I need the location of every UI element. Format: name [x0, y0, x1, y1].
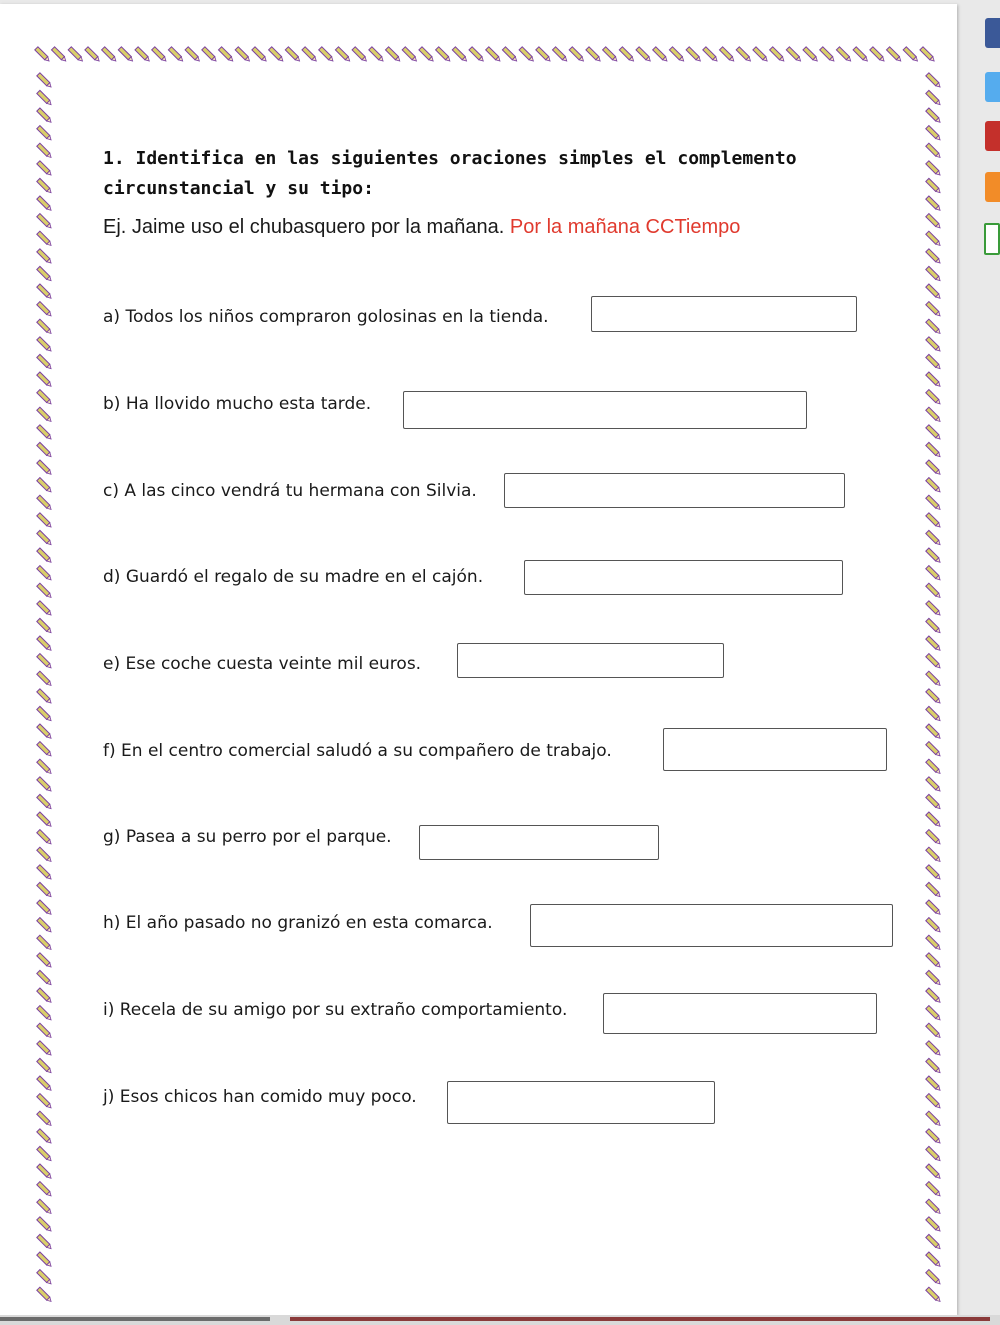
pencil-icon [486, 47, 502, 63]
pencil-icon [37, 794, 53, 810]
pencil-icon [37, 425, 53, 441]
pencil-icon [37, 1199, 53, 1215]
pencil-icon [926, 1094, 942, 1110]
pencil-icon [37, 266, 53, 282]
pencil-icon [37, 1270, 53, 1286]
pencil-icon [352, 47, 368, 63]
pencil-icon [37, 460, 53, 476]
pinterest-share-icon[interactable] [985, 121, 1000, 151]
pencil-icon [926, 442, 942, 458]
pencil-icon [636, 47, 652, 63]
answer-input-i[interactable] [603, 993, 877, 1034]
pencil-icon [452, 47, 468, 63]
pencil-icon [37, 1164, 53, 1180]
pencil-icon [926, 249, 942, 265]
pencil-icon [836, 47, 852, 63]
pencil-icon [926, 1182, 942, 1198]
pencil-icon [926, 1058, 942, 1074]
answer-input-j[interactable] [447, 1081, 715, 1124]
pencil-icon [37, 970, 53, 986]
pencil-icon [926, 1287, 942, 1303]
pencil-icon [926, 513, 942, 529]
pencil-icon [37, 654, 53, 670]
pencil-icon [37, 548, 53, 564]
pencil-icon [926, 706, 942, 722]
pencil-icon [926, 161, 942, 177]
pencil-icon [37, 1252, 53, 1268]
sentence-d: d) Guardó el regalo de su madre en el cajón. [103, 567, 484, 587]
pencil-icon [37, 724, 53, 740]
sentence-h: h) El año pasado no granizó en esta comarca. [103, 913, 493, 933]
pencil-icon [37, 249, 53, 265]
pencil-icon [37, 161, 53, 177]
pencil-icon [926, 654, 942, 670]
pencil-icon [926, 865, 942, 881]
sentence-g: g) Pasea a su perro por el parque. [103, 827, 392, 847]
pencil-icon [926, 425, 942, 441]
pencil-icon [719, 47, 735, 63]
pencil-icon [235, 47, 251, 63]
twitter-share-icon[interactable] [985, 72, 1000, 102]
pencil-icon [335, 47, 351, 63]
pencil-icon [37, 530, 53, 546]
pencil-icon [319, 47, 335, 63]
answer-input-f[interactable] [663, 728, 887, 771]
pencil-icon [37, 302, 53, 318]
pencil-icon [37, 566, 53, 582]
sentence-a: a) Todos los niños compraron golosinas en la tienda. [103, 307, 549, 327]
pencil-icon [37, 918, 53, 934]
pencil-icon [926, 407, 942, 423]
pencil-icon [926, 372, 942, 388]
pencil-icon [37, 1217, 53, 1233]
pencil-icon [118, 47, 134, 63]
pencil-icon [926, 1129, 942, 1145]
pencil-icon [51, 47, 67, 63]
pencil-icon [519, 47, 535, 63]
scrollbar-strip [0, 1315, 1000, 1325]
pencil-icon [569, 47, 585, 63]
pencil-icon [926, 935, 942, 951]
pencil-icon [619, 47, 635, 63]
pencil-icon [37, 390, 53, 406]
pencil-icon [37, 900, 53, 916]
pencil-icon [926, 671, 942, 687]
pencil-icon [37, 759, 53, 775]
pencil-icon [669, 47, 685, 63]
pencil-icon [37, 1058, 53, 1074]
example-answer: Por la mañana CCTiempo [509, 216, 741, 238]
pencil-icon [603, 47, 619, 63]
pencil-icon [37, 1094, 53, 1110]
answer-input-g[interactable] [419, 825, 659, 860]
pencil-icon [926, 918, 942, 934]
pencil-icon [926, 636, 942, 652]
pencil-icon [926, 266, 942, 282]
pencil-icon [37, 90, 53, 106]
pencil-icon [37, 407, 53, 423]
pencil-icon [37, 865, 53, 881]
example-text: Ej. Jaime uso el chubasquero por la mañana. [103, 216, 505, 238]
pencil-icon [37, 935, 53, 951]
pencil-icon [926, 1199, 942, 1215]
pencil-icon [37, 583, 53, 599]
pencil-icon [37, 1006, 53, 1022]
pencil-icon [853, 47, 869, 63]
answer-input-d[interactable] [524, 560, 843, 595]
pencil-icon [926, 1146, 942, 1162]
pencil-icon [926, 1041, 942, 1057]
pencil-icon [419, 47, 435, 63]
pencil-icon [753, 47, 769, 63]
pencil-icon [926, 777, 942, 793]
pencil-icon [218, 47, 234, 63]
pencil-icon [926, 178, 942, 194]
example-sentence [103, 216, 740, 239]
sentence-j: j) Esos chicos han comido muy poco. [103, 1087, 417, 1107]
pencil-icon [37, 742, 53, 758]
pencil-icon [37, 143, 53, 159]
pencil-icon [926, 812, 942, 828]
answer-input-b[interactable] [403, 391, 807, 429]
pencil-icon [736, 47, 752, 63]
pencil-icon [37, 108, 53, 124]
pencil-icon [870, 47, 886, 63]
google-classroom-icon[interactable] [984, 223, 1000, 255]
pencil-icon [37, 671, 53, 687]
pencil-icon [37, 847, 53, 863]
pencil-icon [820, 47, 836, 63]
pencil-icon [37, 214, 53, 230]
pencil-icon [926, 495, 942, 511]
pencil-icon [37, 73, 53, 89]
sentence-f: f) En el centro comercial saludó a su compañero de trabajo. [103, 741, 612, 761]
pencil-icon [926, 214, 942, 230]
pencil-icon [37, 231, 53, 247]
pencil-icon [37, 495, 53, 511]
pencil-icon [926, 1076, 942, 1092]
pencil-icon [926, 583, 942, 599]
pencil-icon [586, 47, 602, 63]
pencil-icon [68, 47, 84, 63]
pencil-icon [926, 882, 942, 898]
pencil-icon [926, 900, 942, 916]
pencil-icon [926, 108, 942, 124]
pencil-icon [886, 47, 902, 63]
pencil-icon [926, 794, 942, 810]
pencil-icon [252, 47, 268, 63]
answer-input-a[interactable] [591, 296, 857, 332]
pencil-icon [402, 47, 418, 63]
pencil-icon [926, 759, 942, 775]
pencil-icon [926, 354, 942, 370]
pencil-icon [135, 47, 151, 63]
pencil-icon [37, 1076, 53, 1092]
pencil-icon [926, 478, 942, 494]
pencil-icon [926, 988, 942, 1004]
pencil-icon [37, 777, 53, 793]
exercise-heading: 1. Identifica en las siguientes oraciones simples el complemento circunstancial y su tipo: [103, 148, 797, 199]
answer-input-e[interactable] [457, 643, 724, 678]
pencil-icon [926, 73, 942, 89]
pencil-icon [926, 284, 942, 300]
pencil-icon [185, 47, 201, 63]
answer-input-c[interactable] [504, 473, 845, 508]
pencil-icon [926, 1270, 942, 1286]
sentence-b: b) Ha llovido mucho esta tarde. [103, 394, 372, 414]
pencil-icon [37, 513, 53, 529]
pencil-icon [37, 636, 53, 652]
pencil-icon [285, 47, 301, 63]
pencil-icon [436, 47, 452, 63]
pencil-icon [37, 882, 53, 898]
pencil-icon [770, 47, 786, 63]
pencil-icon [35, 47, 51, 63]
pencil-icon [469, 47, 485, 63]
pencil-icon [803, 47, 819, 63]
pencil-icon [686, 47, 702, 63]
pencil-icon [926, 847, 942, 863]
pencil-icon [37, 988, 53, 1004]
pencil-icon [926, 143, 942, 159]
pencil-icon [37, 126, 53, 142]
pencil-icon [202, 47, 218, 63]
pencil-icon [37, 178, 53, 194]
pencil-icon [926, 724, 942, 740]
pencil-icon [37, 1111, 53, 1127]
pencil-icon [926, 601, 942, 617]
answer-input-h[interactable] [530, 904, 893, 947]
pencil-icon [37, 354, 53, 370]
pencil-icon [269, 47, 285, 63]
pencil-icon [102, 47, 118, 63]
pencil-icon [37, 1234, 53, 1250]
pencil-icon [926, 1252, 942, 1268]
pencil-icon [926, 319, 942, 335]
classroom-share-icon[interactable] [985, 172, 1000, 202]
pencil-icon [926, 126, 942, 142]
pencil-icon [536, 47, 552, 63]
pencil-icon [926, 1234, 942, 1250]
pencil-icon [37, 196, 53, 212]
sentence-c: c) A las cinco vendrá tu hermana con Silvia. [103, 481, 477, 501]
pencil-icon [385, 47, 401, 63]
pencil-icon [369, 47, 385, 63]
share-sidebar [957, 0, 1000, 1325]
pencil-icon [926, 1006, 942, 1022]
pencil-icon [926, 1023, 942, 1039]
pencil-icon [37, 1129, 53, 1145]
pencil-icon [37, 812, 53, 828]
pencil-icon [926, 460, 942, 476]
facebook-share-icon[interactable] [985, 18, 1000, 48]
pencil-icon [37, 830, 53, 846]
pencil-icon [37, 478, 53, 494]
pencil-icon [552, 47, 568, 63]
pencil-icon [152, 47, 168, 63]
pencil-icon [926, 830, 942, 846]
pencil-icon [37, 1041, 53, 1057]
pencil-icon [926, 302, 942, 318]
worksheet-page [0, 4, 957, 1315]
pencil-icon [37, 689, 53, 705]
pencil-icon [926, 337, 942, 353]
pencil-icon [37, 1287, 53, 1303]
pencil-icon [926, 689, 942, 705]
pencil-icon [926, 1164, 942, 1180]
pencil-icon [653, 47, 669, 63]
pencil-icon [37, 1146, 53, 1162]
pencil-icon [37, 1182, 53, 1198]
pencil-icon [502, 47, 518, 63]
pencil-icon [37, 706, 53, 722]
pencil-icon [37, 601, 53, 617]
pencil-icon [37, 319, 53, 335]
pencil-icon [37, 284, 53, 300]
pencil-icon [926, 1111, 942, 1127]
pencil-icon [302, 47, 318, 63]
pencil-icon [37, 953, 53, 969]
pencil-icon [920, 47, 936, 63]
sentence-i: i) Recela de su amigo por su extraño comportamiento. [103, 1000, 568, 1020]
pencil-icon [926, 90, 942, 106]
pencil-icon [85, 47, 101, 63]
pencil-icon [37, 1023, 53, 1039]
pencil-icon [926, 970, 942, 986]
pencil-icon [926, 548, 942, 564]
pencil-icon [37, 442, 53, 458]
pencil-icon [926, 742, 942, 758]
pencil-icon [926, 618, 942, 634]
pencil-icon [37, 372, 53, 388]
pencil-icon [786, 47, 802, 63]
pencil-icon [903, 47, 919, 63]
pencil-icon [926, 1217, 942, 1233]
pencil-icon [37, 337, 53, 353]
pencil-icon [37, 618, 53, 634]
pencil-icon [168, 47, 184, 63]
pencil-icon [926, 953, 942, 969]
sentence-e: e) Ese coche cuesta veinte mil euros. [103, 654, 422, 674]
pencil-icon [926, 231, 942, 247]
pencil-icon [703, 47, 719, 63]
pencil-icon [926, 566, 942, 582]
pencil-icon [926, 390, 942, 406]
pencil-icon [926, 196, 942, 212]
pencil-icon [926, 530, 942, 546]
